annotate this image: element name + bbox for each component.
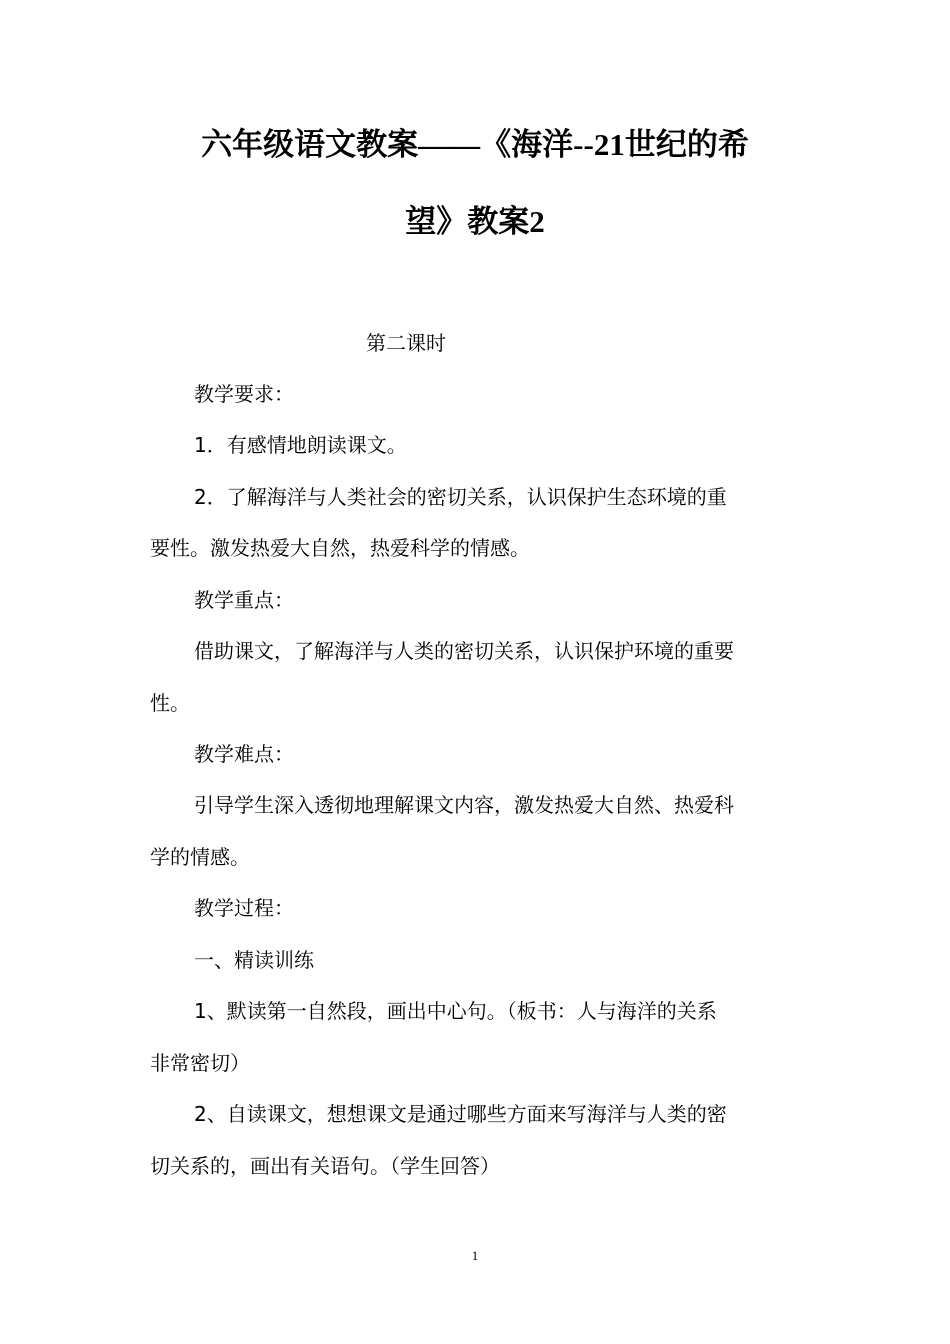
section-heading-key-points: 教学重点： xyxy=(194,588,294,612)
paragraph-line: 2、自读课文，想想课文是通过哪些方面来写海洋与人类的密 xyxy=(194,1102,727,1126)
section-heading-requirements: 教学要求： xyxy=(194,382,294,406)
section-heading-difficulties: 教学难点： xyxy=(194,742,294,766)
paragraph-line: 1、默读第一自然段，画出中心句。（板书：人与海洋的关系 xyxy=(194,999,717,1023)
document-title-line-2: 望》教案2 xyxy=(405,204,545,239)
paragraph-line: 一、精读训练 xyxy=(194,948,314,972)
lesson-period-heading: 第二课时 xyxy=(366,331,446,355)
paragraph-line: 非常密切） xyxy=(150,1051,250,1075)
paragraph-line: 引导学生深入透彻地理解课文内容，激发热爱大自然、热爱科 xyxy=(194,793,734,817)
paragraph-line: 要性。激发热爱大自然，热爱科学的情感。 xyxy=(150,536,530,560)
section-heading-process: 教学过程： xyxy=(194,896,294,920)
paragraph-line: 切关系的，画出有关语句。（学生回答） xyxy=(150,1154,500,1178)
paragraph-line: 借助课文，了解海洋与人类的密切关系，认识保护环境的重要 xyxy=(194,639,734,663)
paragraph-line: 1．有感情地朗读课文。 xyxy=(194,433,407,457)
document-title-line-1: 六年级语文教案——《海洋--21世纪的希 xyxy=(201,127,749,162)
paragraph-line: 2．了解海洋与人类社会的密切关系，认识保护生态环境的重 xyxy=(194,485,727,509)
page-number: 1 xyxy=(471,1248,479,1263)
paragraph-line: 学的情感。 xyxy=(150,845,250,869)
paragraph-line: 性。 xyxy=(150,691,190,715)
